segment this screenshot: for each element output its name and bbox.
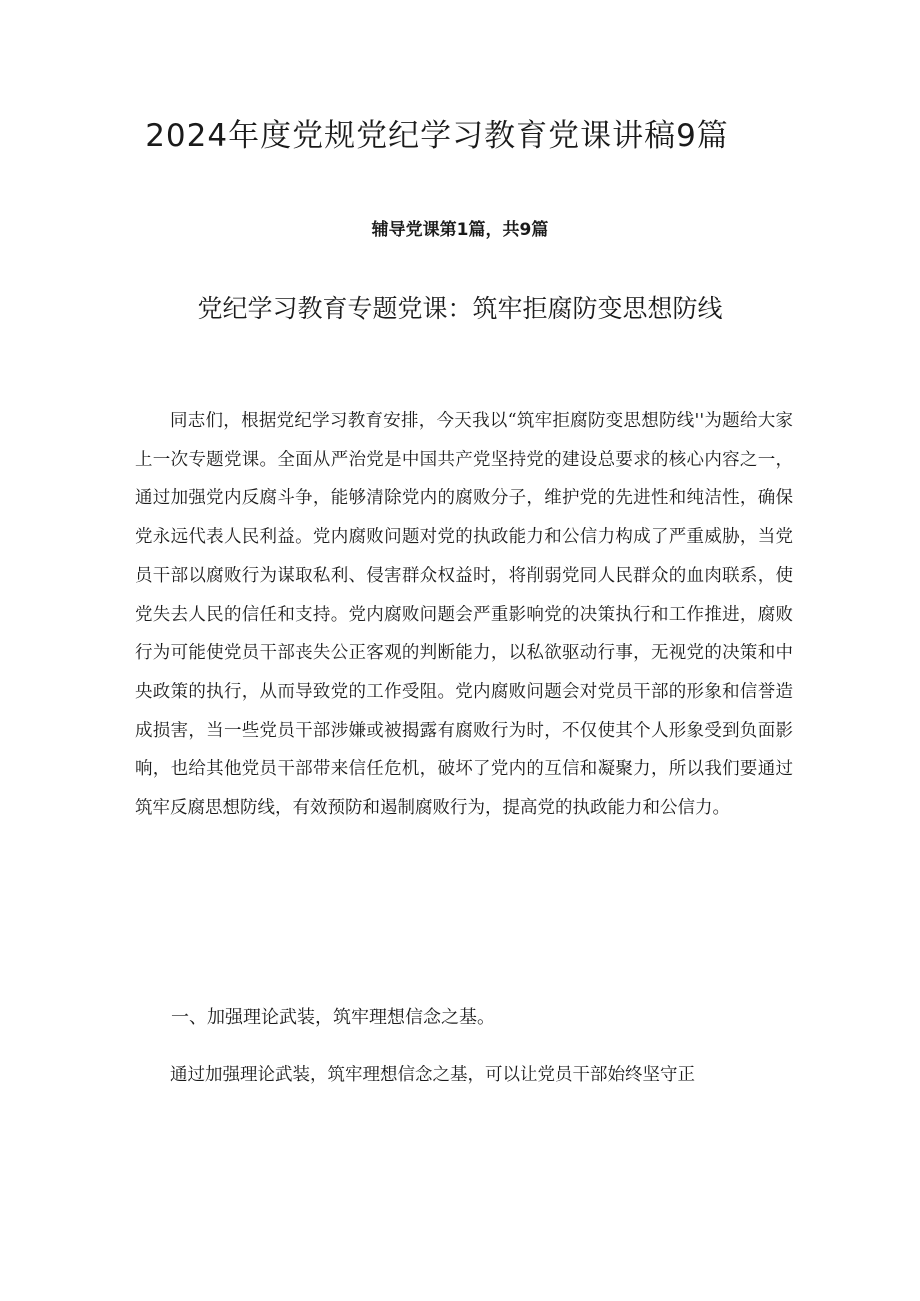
lesson-title: 党纪学习教育专题党课：筑牢拒腐防变思想防线 xyxy=(197,294,723,323)
document-title: 2024年度党规党纪学习教育党课讲稿9篇 xyxy=(145,118,729,154)
body-paragraph: 同志们，根据党纪学习教育安排，今天我以“筑牢拒腐防变思想防线''为题给大家上一次专题党课。全面从严治党是中国共产党坚持党的建设总要求的核心内容之一，通过加强党内反腐斗争，能够清除党内的腐败分子，维护党的先进性和纯洁性，确保党永远代表人民利益。党内腐败问题对党的执政能力和公信力构成了严重威胁，当党员干部以腐败行为谋取私利、侵害群众权益时，将削弱党同人民群众的血肉联系，使党失去人民的信任和支持。党内腐败问题会严重影响党的决策执行和工作推进，腐败行为可能使党员干部丧失公正客观的判断能力，以私欲驱动行事，无视党的决策和中央政策的执行，从而导致党的工作受阻。党内腐败问题会对党员干部的形象和信誉造成损害，当一些党员干部涉嫌或被揭露有腐败行为时，不仅使其个人形象受到负面影响，也给其他党员干部带来信任危机，破坏了党内的互信和凝聚力，所以我们要通过筑牢反腐思想防线，有效预防和遏制腐败行为，提高党的执政能力和公信力。 xyxy=(135,411,793,819)
section-heading: 一、加强理论武装，筑牢理想信念之基。 xyxy=(171,1007,495,1028)
body-paragraph: 通过加强理论武装，筑牢理想信念之基，可以让党员干部始终坚守正 xyxy=(170,1065,695,1085)
lesson-number-subtitle: 辅导党课第1篇，共9篇 xyxy=(371,220,549,240)
